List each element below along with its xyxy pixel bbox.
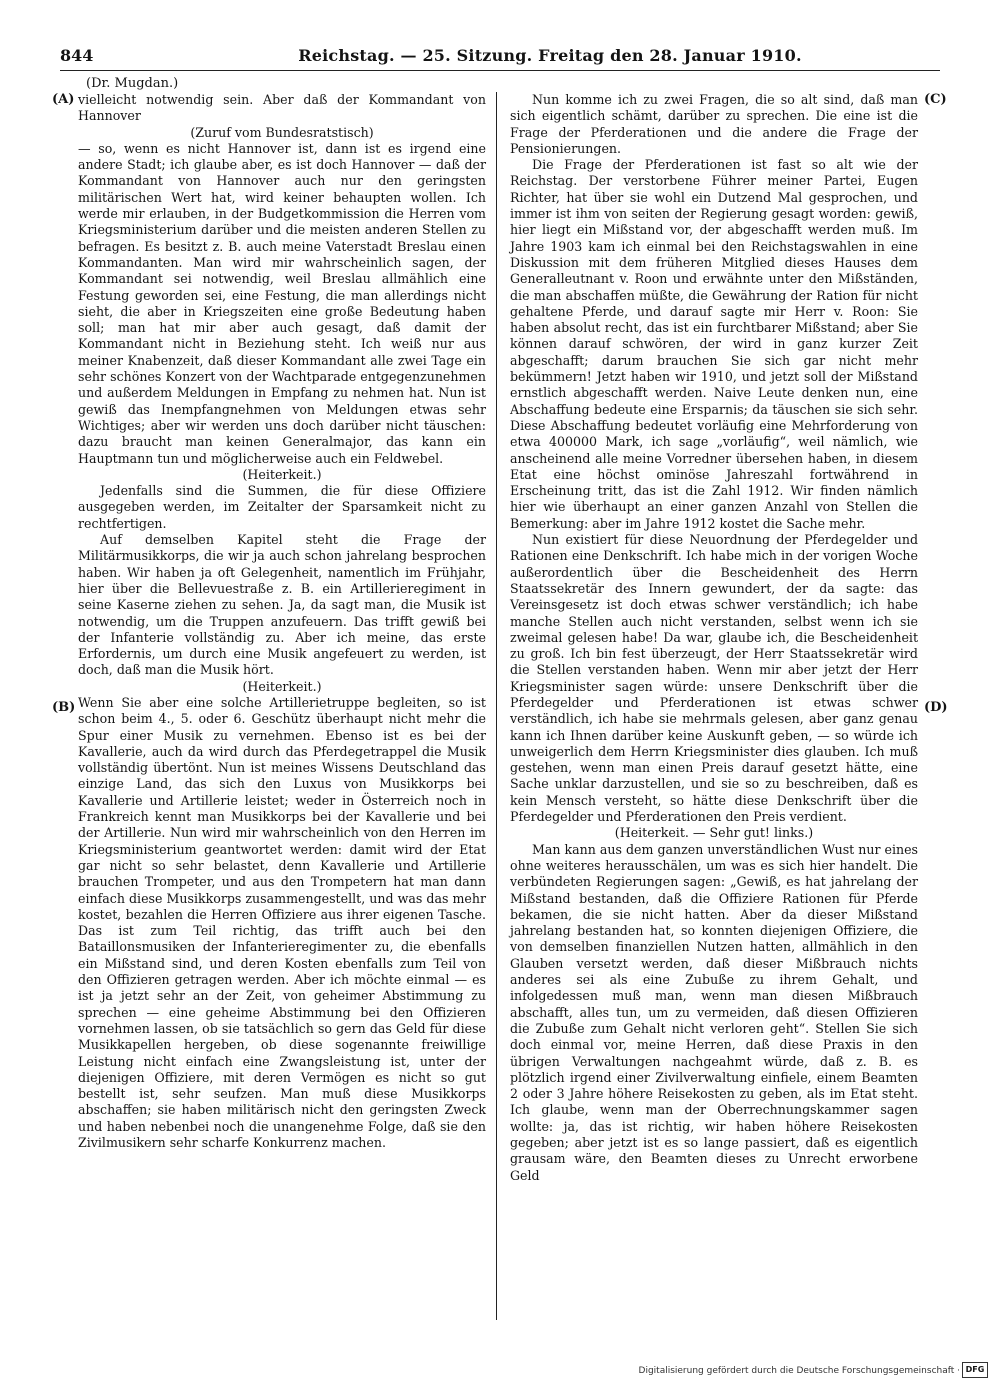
left-column [78, 92, 486, 1151]
page-number: 844 [60, 46, 94, 65]
right-column [510, 92, 918, 1184]
paragraph: Man kann aus dem ganzen unverständlichen Wust nur eines ohne weiteres herausschälen, um was es sich hier handelt. Die verbündeten Regierungen sagen: „Gewiß, es hat jahrelang der Mißstand bestanden, daß die Offiziere Rationen für Pferde bekamen, die sie nicht hatten. Aber da dieser Mißstand jahrelang bestanden hat, so konnten diejenigen Offiziere, die von demselben finanziellen Nutzen hatten, allmählich in den Glauben versetzt werden, daß dieser Mißbrauch nichts anderes sei als eine Zubuße zu ihrem Gehalt, und infolgedessen muß man, wenn man diesen Mißbrauch abschafft, alles tun, um zu vermeiden, daß diesen Offizieren die Zubuße zum Gehalt nicht verloren geht“. Stellen Sie sich doch einmal vor, meine Herren, daß diese Praxis in den übrigen Verwaltungen nachgeahmt würde, daß z. B. es plötzlich irgend einer Zivilverwaltung einfiele, einem Beamten 2 oder 3 Jahre höhere Reisekosten zu geben, als im Etat steht. Ich glaube, wenn man der Oberrechnungskammer sagen wollte: ja, das ist richtig, wir haben höhere Reisekosten gegeben; aber jetzt ist es so lange passiert, daß es eigentlich grausam wäre, den Beamten dieses zu Unrecht erworbene Geld [510, 841, 918, 1183]
interjection: (Heiterkeit. — Sehr gut! links.) [614, 825, 814, 841]
margin-marker-b: (B) [52, 700, 76, 715]
paragraph: Nun komme ich zu zwei Fragen, die so alt sind, daß man sich eigentlich schämt, darüber zu sprechen. Die eine ist die Frage der Pferderationen und die andere die Frage der Pensionierungen. [510, 92, 918, 156]
paragraph: — so, wenn es nicht Hannover ist, dann ist es irgend eine andere Stadt; ich glaube aber, es ist doch Hannover — daß der Kommandant von Hannover auch nur den geringsten militärischen Wert hat, wird keiner behaupten wollen. Ich werde mir erlauben, in der Budgetkommission die Herren vom Kriegsministerium darüber und die meisten anderen Stellen zu befragen. Es besitzt z. B. auch meine Vaterstadt Breslau einen Kommandanten. Man wird mir wahrscheinlich sagen, der Kommandant sei notwendig, weil Breslau allmählich eine Festung geworden sei, eine Festung, die man allerdings nicht sieht, die aber in Kriegszeiten eine große Bedeutung haben soll; man hat mir aber auch gesagt, daß damit der Kommandant nicht in Beziehung steht. Ich weiß nur aus meiner Knabenzeit, daß dieser Kommandant alle zwei Tage ein sehr schönes Konzert von der Wachtparade entgegenzunehmen und außerdem Meldungen in Empfang zu nehmen hat. Nun ist gewiß das Inempfangnehmen von Meldungen etwas sehr Wichtiges; aber wir werden uns doch darüber nicht täuschen: dazu braucht man keinen Generalmajor, das kann ein Hauptmann tun und möglicherweise auch ein Feldwebel. [78, 140, 486, 466]
paragraph: Wenn Sie aber eine solche Artillerietruppe begleiten, so ist schon beim 4., 5. oder 6. Geschütz überhaupt nicht mehr die Spur einer Musik zu vernehmen. Ebenso ist es bei der Kavallerie, auch da wird durch das Pferdegetrappel die Musik vollständig übertönt. Nun ist meines Wissens Deutschland das einzige Land, das sich den Luxus von Musikkorps bei Kavallerie und Artillerie leistet; weder in Österreich noch in Frankreich kennt man Musikkorps bei der Kavallerie und bei der Artillerie. Nun wird mir wahrscheinlich von den Herren im Kriegsministerium geantwortet werden: damit wird der Etat gar nicht so sehr belastet, denn Kavallerie und Artillerie brauchen Trompeter, und aus den Trompetern hat man dann einfach diese Musikkorps zusammengestellt, und was das mehr kostet, bezahlen die Herren Offiziere aus ihrer eigenen Tasche. Das ist zum Teil richtig, das trifft auch bei den Bataillonsmusiken der Infanterieregimenter zu, die ebenfalls ein Mißstand sind, und deren Kosten ebenfalls zum Teil von den Offizieren getragen werden. Aber ich möchte einmal — es ist ja jetzt sehr an der Zeit, von geheimer Abstimmung zu sprechen — eine geheime Abstimmung bei den Offizieren vornehmen lassen, ob sie tatsächlich so gern das Geld für diese Musikkapellen hergeben, ob diese sogenannte freiwillige Leistung nicht einfach eine Zwangsleistung ist, unter der diejenigen Offiziere, mit deren Vermögen es nicht so gut bestellt ist, sehr seufzen. Man muß diese Musikkorps abschaffen; sie haben militärisch nicht den geringsten Zweck und haben nebenbei noch die unangenehme Folge, daß sie den Zivilmusikern sehr scharfe Konkurrenz machen. [78, 694, 486, 1150]
margin-marker-d: (D) [924, 700, 948, 715]
running-header [60, 46, 940, 71]
speaker-name: (Dr. Mugdan.) [86, 76, 179, 91]
interjection: (Zuruf vom Bundesratstisch) [190, 124, 374, 140]
column-divider [496, 92, 497, 1320]
interjection: (Heiterkeit.) [242, 466, 322, 482]
running-title: Reichstag. — 25. Sitzung. Freitag den 28. Januar 1910. [298, 46, 802, 65]
margin-marker-c: (C) [924, 92, 947, 107]
paragraph: Jedenfalls sind die Summen, die für diese Offiziere ausgegeben werden, im Zeitalter der Sparsamkeit nicht zu rechtfertigen. [78, 483, 486, 531]
digitization-credit: Digitalisierung gefördert durch die Deutsche Forschungsgemeinschaft · [638, 1366, 960, 1376]
paragraph: vielleicht notwendig sein. Aber daß der Kommandant von Hannover [78, 92, 486, 124]
dfg-logo: DFG [962, 1362, 988, 1378]
paragraph: Die Frage der Pferderationen ist fast so alt wie der Reichstag. Der verstorbene Führer meiner Partei, Eugen Richter, hat über sie wohl ein Dutzend Mal gesprochen, und immer ist ihm von seiten der Regierung gesagt worden: gewiß, hier liegt ein Mißstand vor, der abgeschafft werden muß. Im Jahre 1903 kam ich einmal bei den Reichstagswahlen in eine Diskussion mit dem früheren Mitglied dieses Hauses dem Generalleutnant v. Roon und erwähnte unter den Mißständen, die man abschaffen müßte, die Gewährung der Ration für nicht gehaltene Pferde, und darauf sagte mir Herr v. Roon: Sie haben absolut recht, das ist ein furchtbarer Mißstand; aber Sie können darauf schwören, der wird in ganz kurzer Zeit abgeschafft; darum brauchen Sie sich gar nicht mehr bekümmern! Jetzt haben wir 1910, und jetzt soll der Mißstand ernstlich abgeschafft werden. Naive Leute denken nun, eine Abschaffung bedeute eine Ersparnis; da täuschen sie sich sehr. Diese Abschaffung bedeutet vorläufig eine Mehrforderung von etwa 400000 Mark, ich sage „vorläufig“, weil nämlich, wie anscheinend alle meine Vorredner übersehen haben, in diesem Etat eine höchst ominöse Jahreszahl fortwährend in Erscheinung tritt, das ist die Zahl 1912. Wir finden nämlich hier wie überhaupt an einer ganzen Anzahl von Stellen die Bemerkung: aber im Jahre 1912 kostet die Sache mehr. [510, 157, 918, 531]
paragraph: Nun existiert für diese Neuordnung der Pferdegelder und Rationen eine Denkschrift. Ich habe mich in der vorigen Woche außerordentlich über die Bescheidenheit des Herrn Staatssekretär des Innern gewundert, der da sagte: das Vereinsgesetz ist doch etwas schwer verständlich; ich habe manche Stellen auch nicht verstanden, selbst wenn ich sie zweimal gelesen habe! Da war, glaube ich, die Bescheidenheit zu groß. Ich bin fest überzeugt, der Herr Staatssekretär wird die Stellen verstanden haben. Wenn mir aber jetzt der Herr Kriegsminister sagen würde: unsere Denkschrift über die Pferdegelder und Pferderationen ist etwas schwer verständlich, ich habe sie mehrmals gelesen, aber ganz genau kann ich Ihnen darüber keine Auskunft geben, — so würde ich unweigerlich dem Herrn Kriegsminister dies glauben. Ich muß gestehen, wenn man einen Preis darauf gesetzt hätte, eine Sache unklar darzustellen, und sie so zu beschreiben, daß es kein Mensch versteht, so hätte diese Denkschrift über die Pferdegelder und Pferderationen den Preis verdient. [510, 532, 918, 825]
interjection: (Heiterkeit.) [242, 678, 322, 694]
paragraph: Auf demselben Kapitel steht die Frage der Militärmusikkorps, die wir ja auch schon jahrelang besprochen haben. Wir haben ja oft Gelegenheit, namentlich im Frühjahr, hier über die Bellevuestraße z. B. ein Artillerieregiment in seine Kaserne ziehen zu sehen. Ja, da sagt man, die Musik ist notwendig, um die Truppen anzufeuern. Das trifft gewiß bei der Infanterie vollständig zu. Aber ich meine, das erste Erfordernis, um durch eine Musik angefeuert zu werden, ist doch, daß man die Musik hört. [78, 532, 486, 678]
margin-marker-a: (A) [52, 92, 75, 107]
